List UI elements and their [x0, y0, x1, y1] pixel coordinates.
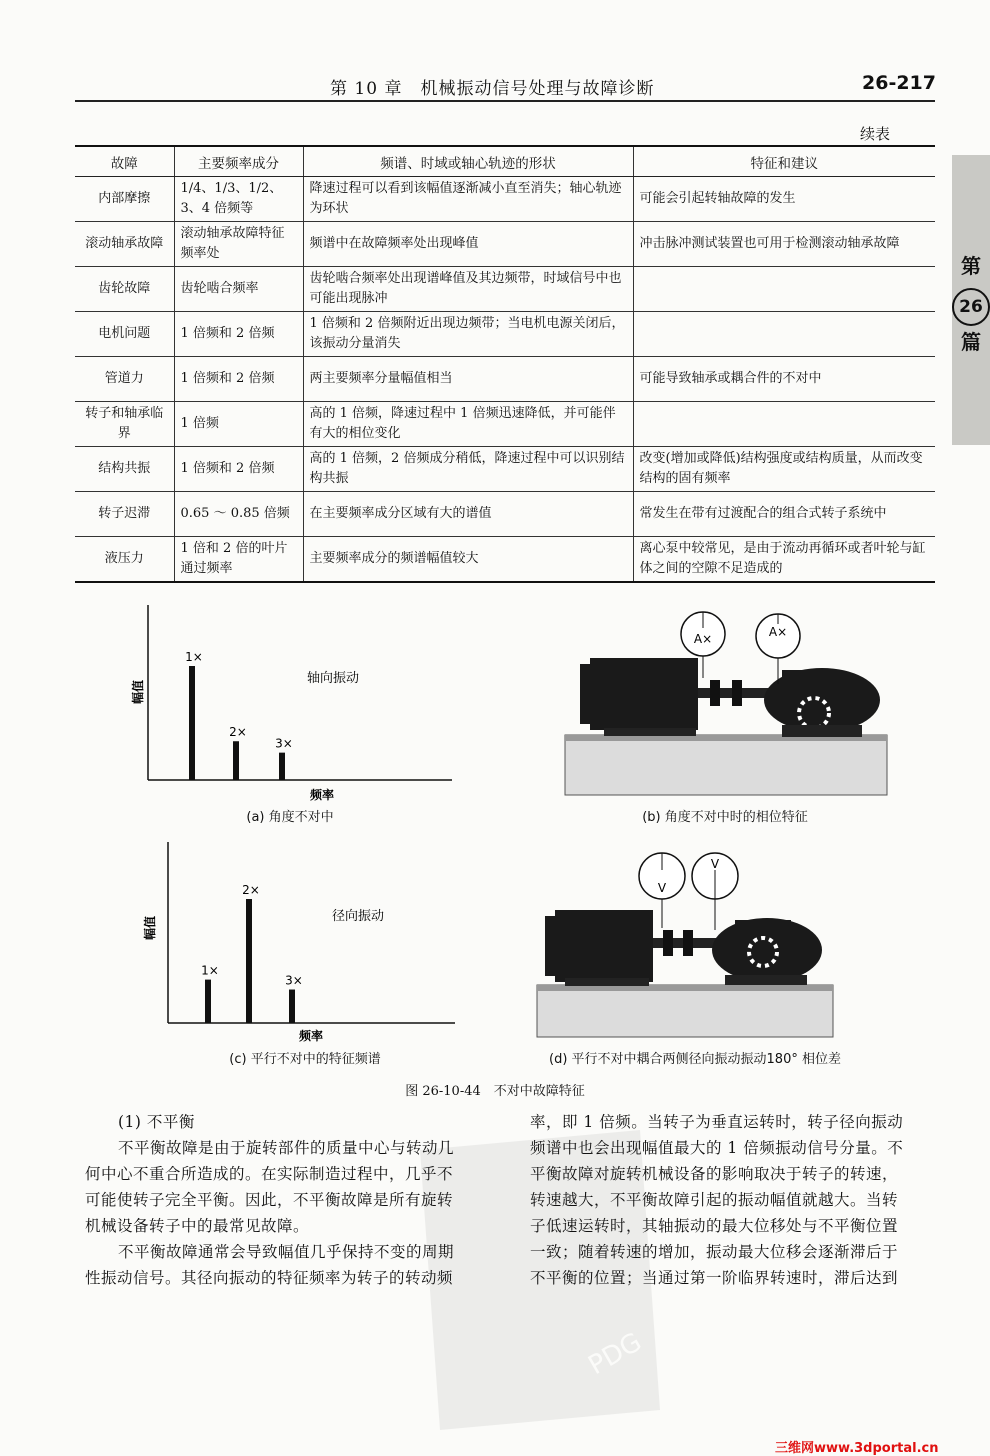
- harmonic-label-3: 3×: [275, 736, 293, 751]
- motor-body: [545, 910, 653, 986]
- table-header-row: [75, 146, 935, 177]
- cell-fault: 滚动轴承故障: [75, 222, 174, 267]
- cell-advice: [633, 312, 935, 357]
- cell-fault: 电机问题: [75, 312, 174, 357]
- cell-shape: 两主要频率分量幅值相当: [303, 357, 633, 402]
- cell-advice: 离心泵中较常见，是由于流动再循环或者叶轮与缸体之间的空隙不足造成的: [633, 537, 935, 583]
- pump-body: [764, 668, 880, 737]
- chart-annotation: 径向振动: [332, 909, 385, 924]
- text-line: 平衡故障对旋转机械设备的影响取决于转子的转速，: [530, 1165, 899, 1183]
- cell-fault: 管道力: [75, 357, 174, 402]
- cell-frequency: 1 倍和 2 倍的叶片通过频率: [174, 537, 303, 583]
- figure-title: 图 26-10-44 不对中故障特征: [405, 1084, 585, 1099]
- col-header-frequency: 主要频率成分: [174, 146, 303, 177]
- motor-body: [580, 658, 698, 736]
- col-header-fault: 故障: [75, 146, 174, 177]
- text-line: 子低速运转时，其轴振动的最大位移处与不平衡位置: [530, 1217, 899, 1235]
- cell-frequency: 1 倍频: [174, 402, 303, 447]
- harmonic-label-1: 1×: [201, 963, 219, 978]
- spectrum-bar-2: [246, 899, 252, 1023]
- text-line: 何中心不重合所造成的。在实际制造过程中，几乎不: [85, 1165, 454, 1183]
- table-continued-label: 续表: [860, 125, 891, 143]
- meter-label: A×: [768, 625, 788, 639]
- cell-advice: [633, 402, 935, 447]
- watermark-text: PDG: [583, 1327, 647, 1382]
- table-row: [75, 402, 935, 447]
- cell-advice: 常发生在带有过渡配合的组合式转子系统中: [633, 492, 935, 537]
- table-row: [75, 357, 935, 402]
- cell-shape: 频谱中在故障频率处出现峰值: [303, 222, 633, 267]
- col-header-shape: 频谱、时域或轴心轨迹的形状: [303, 146, 633, 177]
- y-axis-label: 幅值: [131, 679, 145, 705]
- text-line: 可能使转子完全平衡。因此，不平衡故障是所有旋转: [85, 1191, 454, 1209]
- side-tab-number: 26: [952, 288, 990, 326]
- text-line: 不平衡故障是由于旋转部件的质量中心与转动几: [118, 1139, 455, 1157]
- cell-shape: 降速过程可以看到该幅值逐渐减小直至消失；轴心轨迹为环状: [303, 177, 633, 222]
- cell-advice: [633, 267, 935, 312]
- y-axis-label: 幅值: [143, 915, 157, 941]
- cell-advice: 可能会引起转轴故障的发生: [633, 177, 935, 222]
- spectrum-bar-2: [233, 741, 239, 780]
- table-row: [75, 222, 935, 267]
- cell-shape: 主要频率成分的频谱幅值较大: [303, 537, 633, 583]
- cell-shape: 在主要频率成分区域有大的谱值: [303, 492, 633, 537]
- cell-shape: 高的 1 倍频，降速过程中 1 倍频迅速降低，并可能伴有大的相位变化: [303, 402, 633, 447]
- spectrum-bar-3: [279, 753, 285, 780]
- spectrum-bar-1: [205, 980, 211, 1023]
- cell-frequency: 滚动轴承故障特征频率处: [174, 222, 303, 267]
- footer-site-mark: 三维网www.3dportal.cn: [775, 1441, 939, 1456]
- chapter-title: 第 10 章 机械振动信号处理与故障诊断: [330, 79, 655, 99]
- cell-frequency: 1 倍频和 2 倍频: [174, 447, 303, 492]
- text-line: 不平衡的位置；当通过第一阶临界转速时，滞后达到: [530, 1269, 899, 1287]
- side-tab-top: 第: [961, 254, 981, 278]
- side-tab-bottom: 篇: [961, 330, 981, 354]
- table-row: [75, 312, 935, 357]
- text-line: 率，即 1 倍频。当转子为垂直运转时，转子径向振动: [530, 1113, 904, 1131]
- cell-frequency: 齿轮啮合频率: [174, 267, 303, 312]
- cell-fault: 内部摩擦: [75, 177, 174, 222]
- meter-label: A×: [693, 632, 713, 646]
- foundation: [565, 735, 887, 795]
- foundation: [537, 985, 833, 1037]
- table-row: [75, 267, 935, 312]
- text-line: 不平衡故障通常会导致幅值几乎保持不变的周期: [118, 1243, 455, 1261]
- x-axis-label: 频率: [309, 788, 335, 802]
- harmonic-label-2: 2×: [229, 725, 247, 740]
- cell-frequency: 1 倍频和 2 倍频: [174, 312, 303, 357]
- fault-table: [75, 145, 935, 583]
- col-header-advice: 特征和建议: [633, 146, 935, 177]
- machine-diagram-b: [560, 600, 890, 800]
- cell-shape: 齿轮啮合频率处出现谱峰值及其边频带，时域信号中也可能出现脉冲: [303, 267, 633, 312]
- table-row: [75, 492, 935, 537]
- harmonic-label-3: 3×: [285, 973, 303, 988]
- cell-fault: 齿轮故障: [75, 267, 174, 312]
- cell-fault: 液压力: [75, 537, 174, 583]
- coupling: [698, 680, 772, 706]
- pump-body: [712, 918, 822, 985]
- harmonic-label-1: 1×: [185, 650, 203, 664]
- cell-fault: 结构共振: [75, 447, 174, 492]
- spectrum-bar-3: [289, 990, 295, 1023]
- page-number: 26-217: [862, 72, 936, 94]
- cell-advice: 冲击脉冲测试装置也可用于检测滚动轴承故障: [633, 222, 935, 267]
- text-line: 转速越大，不平衡故障引起的振动幅值就越大。当转: [530, 1191, 899, 1209]
- table-row: [75, 537, 935, 583]
- spectrum-chart-a: [120, 600, 460, 805]
- table-row: [75, 447, 935, 492]
- cell-frequency: 1 倍频和 2 倍频: [174, 357, 303, 402]
- meter-2: [692, 853, 738, 930]
- machine-diagram-d: [535, 840, 835, 1040]
- cell-frequency: 0.65 ～ 0.85 倍频: [174, 492, 303, 537]
- caption-b: (b) 角度不对中时的相位特征: [642, 810, 808, 825]
- caption-d: (d) 平行不对中耦合两侧径向振动振动180° 相位差: [549, 1052, 841, 1067]
- text-line: 机械设备转子中的最常见故障。: [85, 1217, 310, 1235]
- text-line: 频谱中也会出现幅值最大的 1 倍频振动信号分量。不: [530, 1139, 904, 1157]
- x-axis-label: 频率: [298, 1029, 324, 1043]
- cell-fault: 转子迟滞: [75, 492, 174, 537]
- cell-shape: 1 倍频和 2 倍频附近出现边频带；当电机电源关闭后，该振动分量消失: [303, 312, 633, 357]
- header-rule: [75, 100, 935, 102]
- spectrum-chart-c: [140, 840, 470, 1045]
- cell-advice: 可能导致轴承或耦合件的不对中: [633, 357, 935, 402]
- meter-label: V: [657, 881, 667, 895]
- text-line: 性振动信号。其径向振动的特征频率为转子的转动频: [85, 1269, 454, 1287]
- caption-a: (a) 角度不对中: [246, 810, 334, 825]
- cell-advice: 改变(增加或降低)结构强度或结构质量，从而改变结构的固有频率: [633, 447, 935, 492]
- harmonic-label-2: 2×: [242, 883, 260, 897]
- cell-shape: 高的 1 倍频，2 倍频成分稍低，降速过程中可以识别结构共振: [303, 447, 633, 492]
- table-row: [75, 177, 935, 222]
- section-heading: (1) 不平衡: [118, 1113, 195, 1131]
- chart-annotation: 轴向振动: [307, 671, 360, 686]
- spectrum-bar-1: [189, 666, 195, 780]
- cell-fault: 转子和轴承临界: [75, 402, 174, 447]
- cell-frequency: 1/4、1/3、1/2、3、4 倍频等: [174, 177, 303, 222]
- caption-c: (c) 平行不对中的特征频谱: [229, 1052, 381, 1067]
- text-line: 一致；随着转速的增加，振动最大位移会逐渐滞后于: [530, 1243, 899, 1261]
- meter-label: V: [710, 857, 720, 871]
